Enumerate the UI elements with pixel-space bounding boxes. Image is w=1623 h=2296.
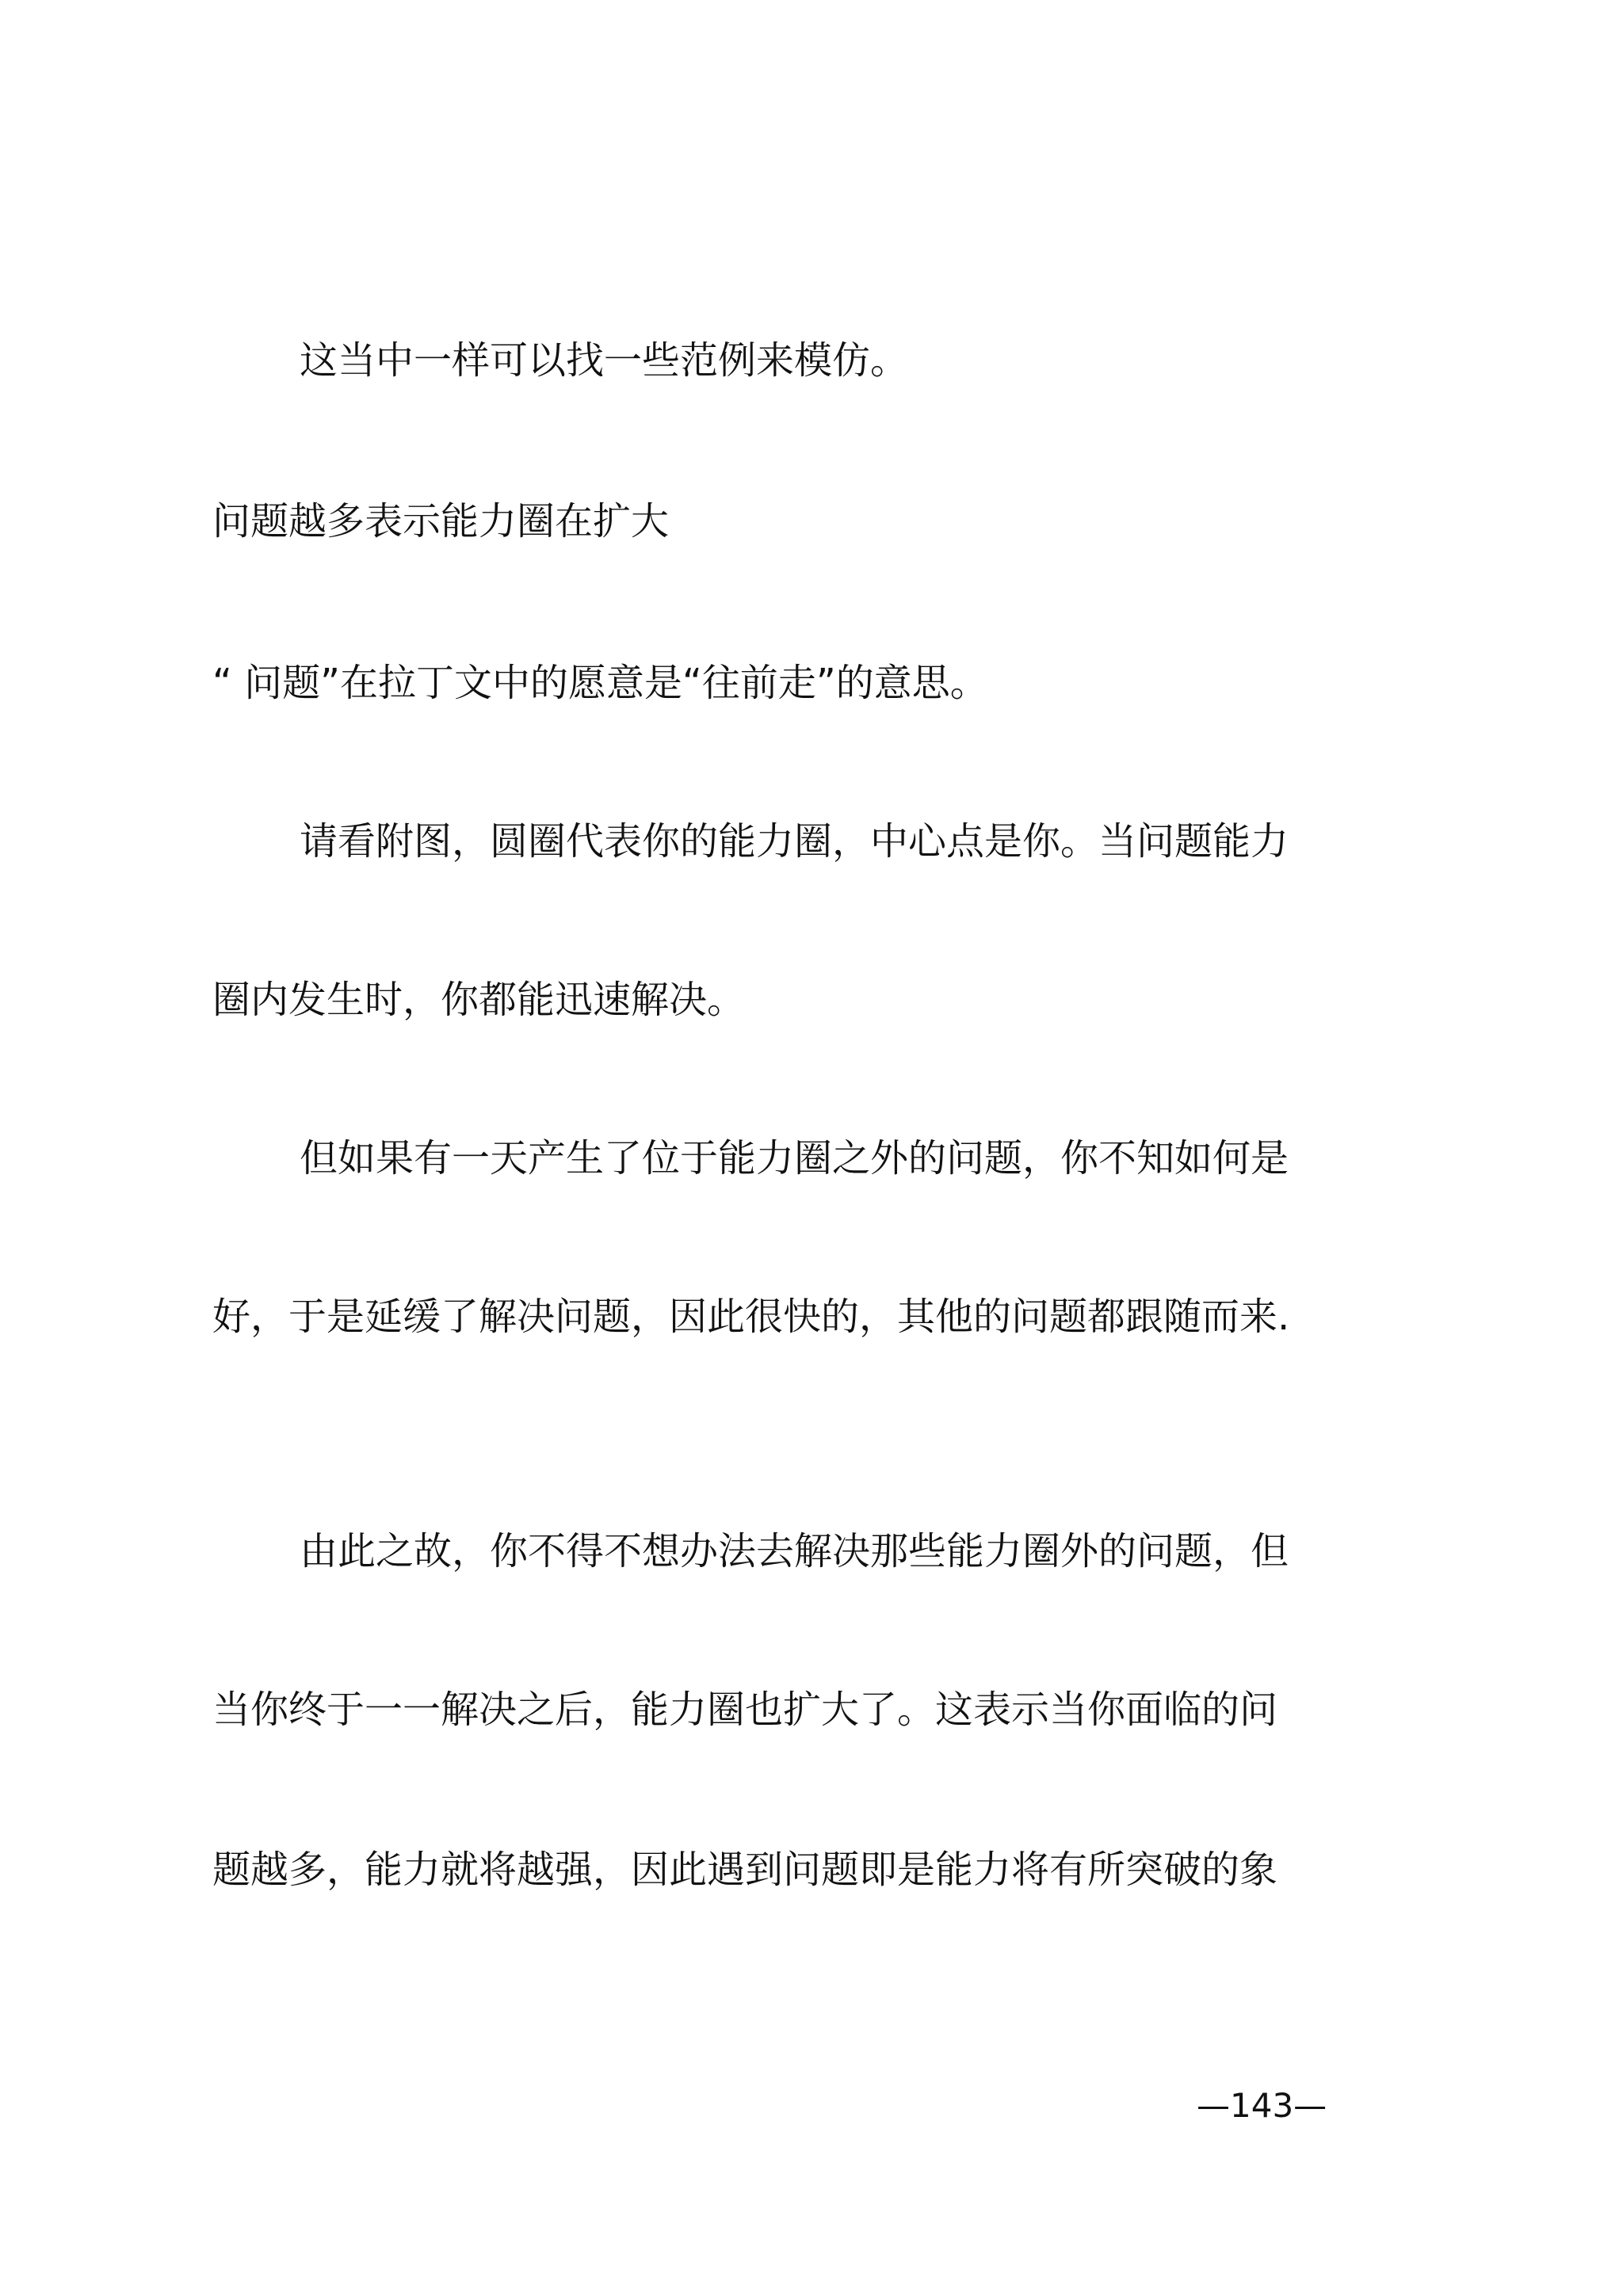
text-line-1: 这当中一样可以找一些范例来模仿。 bbox=[300, 338, 909, 383]
section-heading: 问题越多表示能力圈在扩大 bbox=[212, 499, 670, 543]
text-line-5: 圈内发生时，你都能迅速解决。 bbox=[212, 978, 746, 1022]
text-line-6: 但如果有一天产生了位于能力圈之外的问题，你不知如何是 bbox=[300, 1136, 1289, 1180]
text-line-7: 好，于是延缓了解决问题，因此很快的，其他的问题都跟随而来. bbox=[212, 1295, 1290, 1339]
text-line-4: 请看附图，圆圈代表你的能力圈，中心点是你。当问题能力 bbox=[300, 819, 1289, 864]
text-line-8: 由此之故，你不得不想办法去解决那些能力圈外的问题，但 bbox=[300, 1529, 1289, 1573]
text-line-3: “ 问题”在拉丁文中的愿意是“往前走”的意思。 bbox=[212, 661, 988, 705]
text-line-9: 当你终于一一解决之后，能力圈也扩大了。这表示当你面临的问 bbox=[212, 1688, 1278, 1732]
page-number: —143— bbox=[1197, 2086, 1327, 2125]
text-line-10: 题越多，能力就将越强，因此遇到问题即是能力将有所突破的象 bbox=[212, 1848, 1278, 1892]
